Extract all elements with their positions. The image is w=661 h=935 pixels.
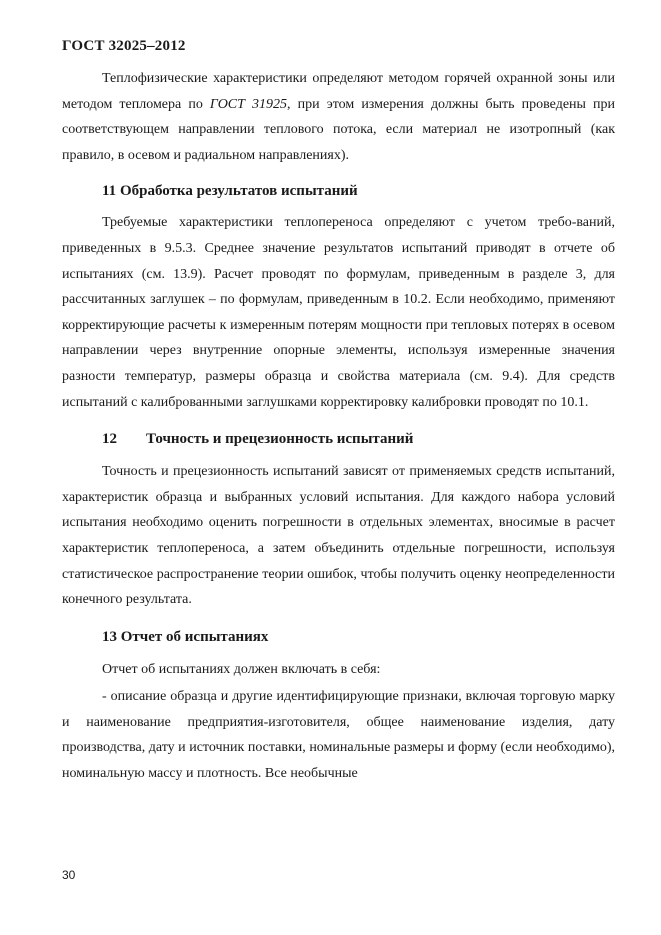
intro-text-before-ref: Теплофизические характеристики определяют методом горячей охранной зоны или методом тепломера по — [62, 71, 615, 112]
standard-reference: ГОСТ 31925 — [209, 96, 288, 112]
intro-paragraph — [62, 66, 615, 168]
intro-text-after-ref: , при этом измерения должны быть проведены при соответствующем направлении теплового потока, если материал не изотропный (как правило, в осевом и радиальном направлениях). — [62, 96, 616, 163]
section-12-heading — [62, 429, 615, 449]
page-content — [62, 66, 615, 787]
section-12-paragraph: Точность и прецезионность испытаний зависят от применяемых средств испытаний, характеристик образца и выбранных условий испытания. Для каждого набора условий испытания необходимо оценить погрешности в отдельных элементах, вносимые в расчет характеристик теплопереноса, а затем объединить отдельные погрешности, используя статистическое распространение теории ошибок, чтобы получить оценку неопределенности конечного результата. — [62, 464, 615, 608]
section-11-heading — [62, 181, 615, 201]
section-12-title: Точность и прецезионность испытаний — [146, 431, 414, 448]
section-12-number: 12 — [102, 431, 117, 448]
section-11-number: 11 — [102, 183, 117, 200]
section-13-title: Отчет об испытаниях — [120, 628, 269, 645]
standard-code-header: ГОСТ 32025–2012 — [62, 38, 186, 54]
section-13-lead: Отчет об испытаниях должен включать в себя: — [102, 661, 381, 677]
section-11-title: Обработка результатов испытаний — [119, 183, 358, 200]
section-13-number: 13 — [102, 628, 117, 645]
section-13-heading — [62, 627, 615, 647]
section-11-paragraph: Требуемые характеристики теплопереноса определяют с учетом требо-ваний, приведенных в 9.5.3. Среднее значение результатов испытаний приводят в отчете об испытаниях (см. 13.9). Расчет проводят по формулам, приведенным в разделе 3, для рассчитанных заглушек – по формулам, приведенным в 10.2. Если необходимо, применяют корректирующие расчеты к измеренным потерям мощности при тепловых потерях в осевом направлении через внутренние опорные элементы, используя измеренные значения разности температур, размеры образца и свойства материала (см. 9.4). Для средств испытаний с калиброванными заглушками корректировку калибровки проводят по 10.1. — [62, 215, 615, 410]
section-13-list-item: - описание образца и другие идентифицирующие признаки, включая торговую марку и наименование предприятия-изготовителя, общее наименование изделия, дату производства, дату и источник поставки, номинальные размеры и форму (если необходимо), номинальную массу и плотность. Все необычные — [62, 689, 615, 782]
page-number: 30 — [62, 868, 76, 882]
